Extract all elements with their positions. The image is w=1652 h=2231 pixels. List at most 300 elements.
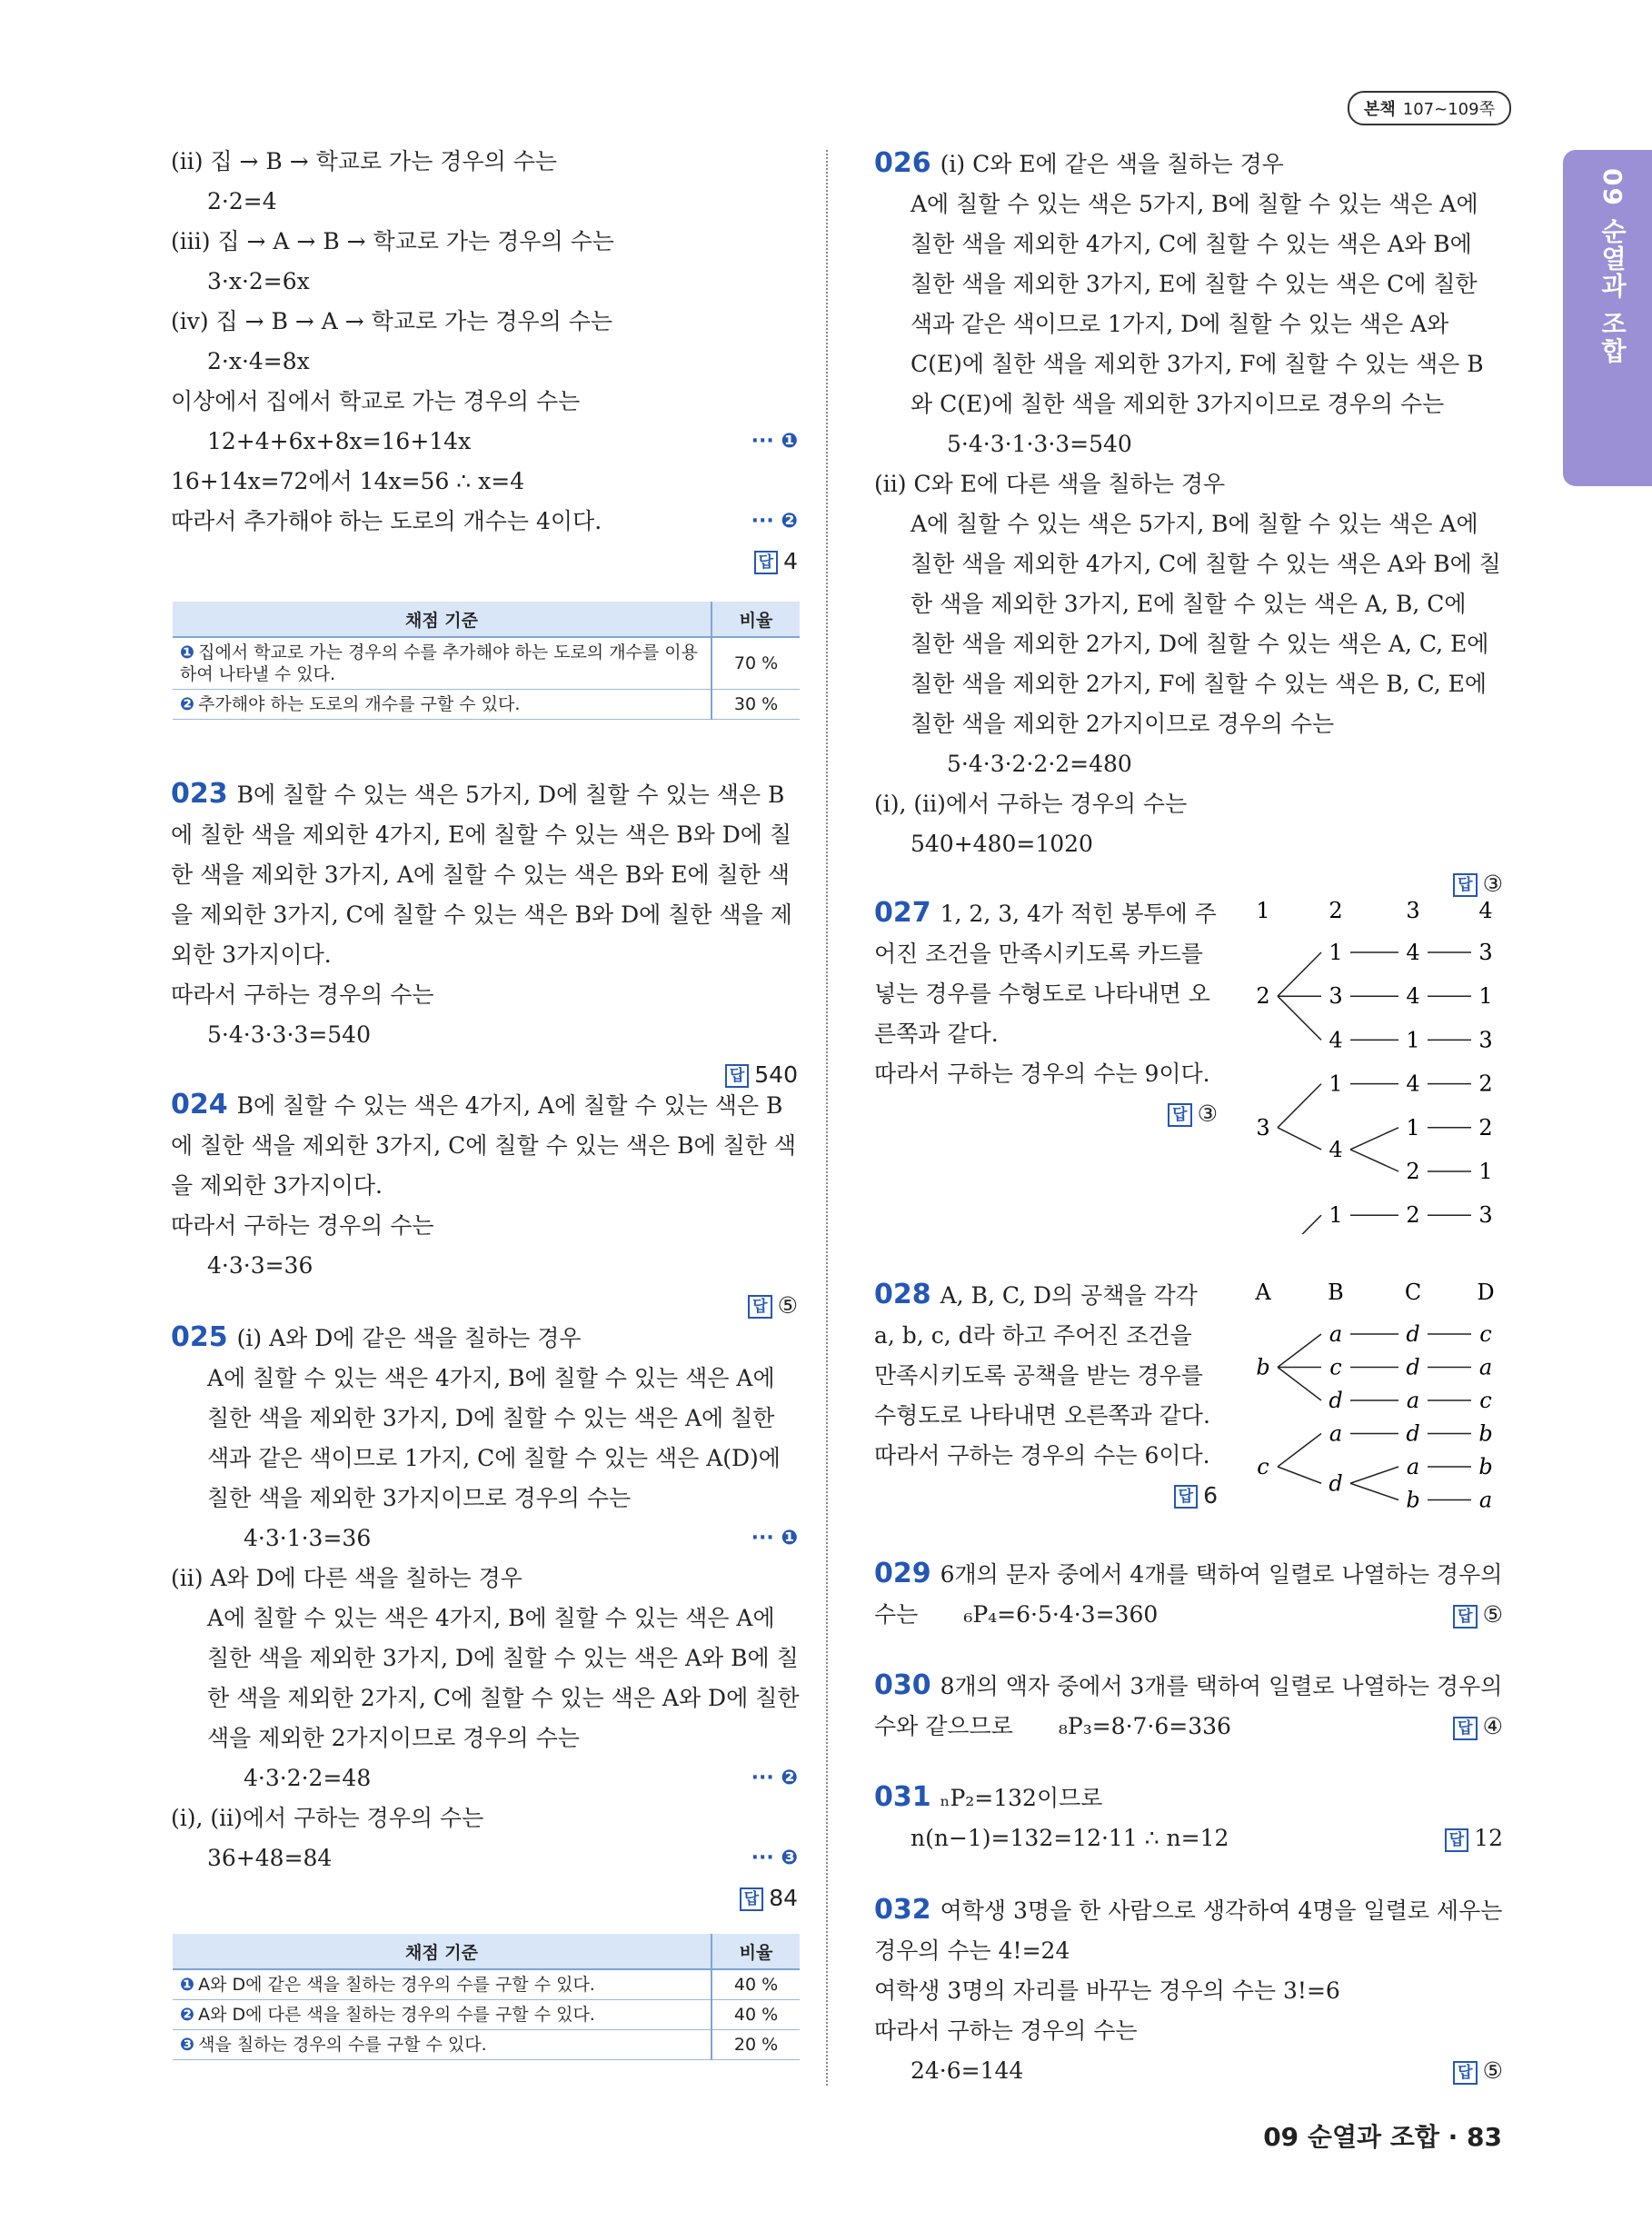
line-text: (ⅱ) 집 → B → 학교로 가는 경우의 수는 (171, 148, 557, 174)
problem-028 (874, 1275, 1218, 1516)
page-reference-tag (1348, 91, 1511, 125)
answer-value: 6 (1203, 1482, 1218, 1509)
problem-number: 027 (874, 897, 931, 929)
answer-value: ⑤ (777, 1292, 798, 1319)
line-text: 칠한 색을 제외한 2가지, F에 칠할 수 있는 색은 B, C, E에 (911, 671, 1488, 697)
text-line (171, 935, 798, 975)
text-line (874, 893, 1218, 934)
line-text: 따라서 구하는 경우의 수는 (171, 981, 434, 1008)
grading-table-1 (173, 602, 800, 720)
line-text: 와 C(E)에 칠한 색을 제외한 3가지이므로 경우의 수는 (911, 391, 1445, 417)
text-line (171, 1758, 798, 1798)
text-line (874, 744, 1503, 784)
text-line (874, 184, 1503, 224)
tree-node: 3 (1478, 1202, 1493, 1229)
tree-node: 1 (1478, 1159, 1493, 1184)
tree-node: b (1478, 1454, 1493, 1479)
ratio-cell: 40 % (712, 1969, 800, 2000)
text-line (874, 664, 1503, 704)
criteria-number: ❷ (180, 2005, 195, 2025)
line-text: ₙP₂=132이므로 (940, 1785, 1103, 1811)
text-line (171, 1599, 798, 1638)
tree-branch (1278, 996, 1321, 1040)
line-text: (ⅲ) 집 → A → B → 학교로 가는 경우의 수는 (171, 228, 614, 254)
line-text: 2·x·4=8x (207, 348, 310, 374)
text-line (171, 422, 798, 462)
tree-node: c (1479, 1388, 1492, 1413)
answer-mark-icon: 답 (1453, 873, 1477, 897)
tag-pages: 107~109쪽 (1402, 100, 1495, 119)
text-line (171, 815, 798, 855)
tree-head: A (1255, 1280, 1271, 1305)
line-text: 5·4·3·2·2·2=480 (947, 751, 1132, 777)
line-text: 따라서 구하는 경우의 수는 6이다. (874, 1442, 1210, 1469)
chapter-side-tab (1563, 150, 1652, 486)
tree-node: a (1406, 1388, 1420, 1413)
answer-line (874, 1476, 1218, 1516)
ratio-cell: 70 % (712, 637, 800, 690)
line-text: 색을 제외한 2가지이므로 경우의 수는 (207, 1725, 580, 1751)
line-text: 칠한 색을 제외한 3가지, D에 칠할 수 있는 색은 A와 B에 칠 (207, 1645, 799, 1671)
line-text: 36+48=84 (207, 1845, 333, 1871)
criteria-number: ❷ (180, 694, 195, 714)
tree-branch (1350, 1483, 1398, 1499)
criteria-number: ❶ (180, 1975, 195, 1995)
answer-inline (1453, 1707, 1503, 1747)
tree-branch (1278, 1368, 1321, 1401)
tree-node: 1 (1329, 1071, 1343, 1097)
calc-text: ₆P₄=6·5·4·3=360 (963, 1601, 1159, 1628)
line-text: 3·x·2=6x (207, 268, 310, 294)
text-line (171, 1479, 798, 1519)
tree-node: 4 (1406, 1071, 1420, 1097)
tree-node: d (1406, 1420, 1420, 1447)
text-line (874, 1971, 1503, 2011)
tree-branch (1278, 952, 1321, 996)
line-text: 넣는 경우를 수형도로 나타내면 오 (874, 981, 1210, 1007)
text-line (171, 1678, 798, 1718)
text-line (874, 224, 1503, 264)
tree-branch (1278, 1334, 1321, 1368)
text-line (874, 1890, 1503, 1931)
line-text: 을 제외한 3가지, C에 칠할 수 있는 색은 B와 D에 칠한 색을 제 (171, 901, 792, 928)
answer-line (171, 1878, 798, 1918)
line-text: B에 칠할 수 있는 색은 4가지, A에 칠할 수 있는 색은 B (236, 1092, 783, 1119)
calc-line (874, 2051, 1503, 2091)
table-row (173, 690, 800, 720)
problem-number: 025 (171, 1321, 228, 1353)
answer-line (874, 1094, 1218, 1134)
answer-value: ⑤ (1482, 1601, 1503, 1628)
tree-branch (1350, 1128, 1398, 1150)
table-header-ratio: 비율 (712, 602, 800, 637)
tree-node: 4 (1406, 983, 1420, 1010)
problem-029 (874, 1554, 1503, 1635)
page-footer: 09 순열과 조합 · 83 (1263, 2122, 1502, 2152)
answer-mark-icon: 답 (1174, 1485, 1198, 1509)
ratio-cell: 40 % (712, 2000, 800, 2030)
step-marker: ··· ❶ (751, 1527, 798, 1549)
table-header-ratio: 비율 (712, 1934, 800, 1969)
line-text: 4·3·2·2=48 (244, 1765, 372, 1791)
text-line (874, 2011, 1503, 2051)
answer-inline (1453, 1595, 1503, 1635)
text-line (171, 975, 798, 1015)
text-line (874, 1275, 1218, 1316)
text-line (171, 382, 798, 422)
problem-number: 032 (874, 1894, 931, 1926)
criteria-cell (173, 2000, 712, 2030)
answer-inline (1445, 1818, 1503, 1858)
tree-node: 3 (1329, 983, 1343, 1010)
calc-line: 5·4·3·3·3=540 (207, 1021, 371, 1048)
line-text: 칠한 색을 제외한 2가지이므로 경우의 수는 (911, 711, 1335, 737)
text-line (874, 1666, 1503, 1707)
line-text: 칠한 색을 제외한 3가지이므로 경우의 수는 (207, 1485, 632, 1511)
criteria-text: 집에서 학교로 가는 경우의 수를 추가해야 하는 도로의 개수를 이용하여 나타낼 수 있다. (180, 642, 699, 684)
tree-node: 2 (1256, 983, 1270, 1010)
line-text: 외한 3가지이다. (171, 941, 332, 968)
text-line (874, 1014, 1218, 1054)
tree-node: d (1329, 1470, 1343, 1497)
line-text: 른쪽과 같다. (874, 1021, 999, 1047)
problem-027 (874, 893, 1218, 1134)
grading-table-2 (173, 1934, 800, 2060)
tree-node: 1 (1478, 983, 1493, 1010)
step-marker: ··· ❷ (751, 1767, 798, 1789)
criteria-text: A와 D에 다른 색을 칠하는 경우의 수를 구할 수 있다. (198, 2005, 595, 2025)
text-line (874, 1356, 1218, 1396)
tree-head: 2 (1329, 898, 1343, 923)
answer-mark-icon: 답 (1453, 2061, 1477, 2085)
text-line (171, 1838, 798, 1878)
line-text: 540+480=1020 (911, 831, 1093, 857)
line-text: 칠한 색을 제외한 3가지, E에 칠할 수 있는 색은 C에 칠한 (911, 271, 1478, 297)
text-line (874, 1436, 1218, 1476)
problem-number: 023 (171, 778, 228, 810)
tree-node: 2 (1406, 1159, 1420, 1184)
line-text: A에 칠할 수 있는 색은 4가지, B에 칠할 수 있는 색은 A에 (207, 1605, 775, 1631)
criteria-cell (173, 2030, 712, 2060)
tree-node: 1 (1406, 1027, 1420, 1053)
text-line (171, 1399, 798, 1439)
tree-head: 1 (1256, 898, 1270, 923)
tree-head: C (1404, 1280, 1422, 1305)
answer-value: ④ (1482, 1713, 1503, 1739)
tree-node: 4 (1329, 1136, 1343, 1162)
tree-node: b (1406, 1487, 1420, 1513)
criteria-cell (173, 637, 712, 690)
text-line (171, 542, 798, 582)
text-line (874, 264, 1503, 304)
answer-mark-icon: 답 (740, 1887, 763, 1911)
answer-mark-icon: 답 (1445, 1828, 1468, 1852)
text-line (874, 624, 1503, 664)
problem-032 (874, 1890, 1503, 2091)
line-text: (ⅰ) A와 D에 같은 색을 칠하는 경우 (236, 1325, 582, 1351)
calc-line (874, 1707, 1503, 1747)
tree-node: 1 (1329, 1202, 1343, 1229)
text-line (874, 344, 1503, 384)
line-text: 여학생 3명의 자리를 바꾸는 경우의 수는 3!=6 (874, 1977, 1340, 2004)
step-marker: ··· ❷ (751, 510, 798, 533)
step-marker: ··· ❶ (751, 430, 798, 453)
ratio-cell: 20 % (712, 2030, 800, 2060)
text-line (171, 1166, 798, 1206)
text-line (171, 1559, 798, 1599)
problem-number: 026 (874, 147, 931, 179)
line-text: A, B, C, D의 공책을 각각 (940, 1282, 1198, 1309)
line-text: 2·2=4 (207, 188, 277, 214)
line-text: 한 색을 제외한 3가지, A에 칠할 수 있는 색은 B와 E에 칠한 색 (171, 862, 791, 888)
line-text: (ⅰ) C와 E에 같은 색을 칠하는 경우 (940, 151, 1284, 177)
line-text: 5·4·3·1·3·3=540 (947, 431, 1132, 457)
calc-text: 24·6=144 (911, 2057, 1024, 2084)
tree-node: 3 (1256, 1114, 1270, 1140)
text-line (171, 895, 798, 935)
answer-mark-icon: 답 (725, 1064, 749, 1088)
table-row (173, 637, 800, 690)
ratio-cell: 30 % (712, 690, 800, 720)
text-line (171, 502, 798, 542)
problem-023 (171, 774, 798, 1095)
tree-node: 3 (1478, 1027, 1493, 1053)
tree-branch (1278, 1215, 1321, 1234)
table-row (173, 2030, 800, 2060)
line-text: 색과 같은 색이므로 1가지, C에 칠할 수 있는 색은 A(D)에 (207, 1445, 781, 1471)
text-line (171, 1798, 798, 1838)
answer-mark-icon: 답 (1453, 1717, 1477, 1740)
tree-node: a (1406, 1454, 1420, 1479)
text-line (171, 182, 798, 222)
problem-number: 028 (874, 1279, 931, 1310)
tree-node: 2 (1478, 1114, 1493, 1140)
tree-node: d (1329, 1388, 1343, 1413)
criteria-cell (173, 690, 712, 720)
line-text: 한 색을 제외한 2가지, C에 칠할 수 있는 색은 A와 D에 칠한 (207, 1685, 800, 1711)
line-text: 1, 2, 3, 4가 적힌 봉투에 주 (940, 901, 1217, 927)
line-text: A에 칠할 수 있는 색은 5가지, B에 칠할 수 있는 색은 A에 (911, 511, 1478, 537)
tree-node: 1 (1329, 940, 1343, 965)
line-text: (ⅰ), (ⅱ)에서 구하는 경우의 수는 (874, 791, 1188, 817)
line-text: 8개의 액자 중에서 3개를 택하여 일렬로 나열하는 경우의 (940, 1673, 1503, 1699)
text-line (171, 462, 798, 502)
calc-text: n(n−1)=132=12·11 ∴ n=12 (911, 1825, 1229, 1851)
line-text: 칠한 색을 제외한 4가지, C에 칠할 수 있는 색은 A와 B에 (911, 231, 1472, 257)
line-text: 을 제외한 3가지이다. (171, 1172, 383, 1199)
text-line (874, 304, 1503, 344)
text-line (171, 222, 798, 262)
tree-branch (1350, 1150, 1398, 1171)
criteria-number: ❸ (180, 2035, 195, 2055)
line-text: 칠한 색을 제외한 3가지, D에 칠할 수 있는 색은 A에 칠한 (207, 1405, 775, 1431)
answer-value: ③ (1197, 1101, 1218, 1127)
tree-branch (1278, 1434, 1321, 1468)
text-line (171, 1718, 798, 1758)
line-text: 이상에서 집에서 학교로 가는 경우의 수는 (171, 388, 581, 414)
criteria-text: A와 D에 같은 색을 칠하는 경우의 수를 구할 수 있다. (198, 1975, 595, 1995)
text-line (874, 384, 1503, 424)
line-text: 칠한 색을 제외한 4가지, C에 칠할 수 있는 색은 A와 B에 칠 (911, 551, 1501, 577)
line-text: (ⅱ) A와 D에 다른 색을 칠하는 경우 (171, 1565, 522, 1591)
text-line (874, 1778, 1503, 1818)
tree-node: a (1329, 1420, 1343, 1447)
text-line (171, 1206, 798, 1246)
tree-node: 1 (1406, 1114, 1420, 1140)
text-line (171, 142, 798, 182)
tree-node: d (1406, 1321, 1420, 1347)
tree-head: 3 (1406, 898, 1420, 923)
text-line (171, 1085, 798, 1126)
text-line (874, 704, 1503, 744)
line-text: 따라서 추가해야 하는 도로의 개수는 4이다. (171, 508, 602, 534)
line-text: A에 칠할 수 있는 색은 4가지, B에 칠할 수 있는 색은 A에 (207, 1365, 775, 1391)
tree-diagram-028 (1245, 1280, 1518, 1516)
line-text: 수는 (874, 1601, 919, 1628)
tree-node: 2 (1478, 1071, 1493, 1097)
answer-value: ⑤ (1482, 2057, 1503, 2084)
text-line (874, 424, 1503, 464)
answer-mark-icon: 답 (1168, 1103, 1191, 1127)
text-line (874, 144, 1503, 184)
tree-node: 4 (1406, 940, 1420, 965)
tree-node: a (1478, 1487, 1493, 1513)
text-line (874, 824, 1503, 864)
line-text: 어진 조건을 만족시키도록 카드를 (874, 941, 1203, 967)
tree-node: c (1329, 1354, 1342, 1380)
answer-inline (1453, 2051, 1503, 2091)
text-line (171, 302, 798, 342)
tree-branch (1278, 1128, 1321, 1150)
line-text: (ⅱ) C와 E에 다른 색을 칠하는 경우 (874, 471, 1226, 497)
problem-030 (874, 1666, 1503, 1747)
tree-node: b (1478, 1420, 1493, 1447)
tree-node: c (1479, 1321, 1492, 1347)
text-line (171, 855, 798, 895)
text-line (171, 1638, 798, 1678)
answer-mark-icon: 답 (754, 551, 778, 574)
line-text: 수형도로 나타내면 오른쪽과 같다. (874, 1402, 1210, 1429)
line-text: a, b, c, d라 하고 주어진 조건을 (874, 1322, 1192, 1349)
column-divider (826, 150, 828, 2086)
line-text: 여학생 3명을 한 사람으로 생각하여 4명을 일렬로 세우는 (940, 1897, 1503, 1924)
tree-node: a (1478, 1354, 1493, 1380)
line-text: 경우의 수는 4!=24 (874, 1937, 1070, 1964)
line-text: B에 칠할 수 있는 색은 5가지, D에 칠할 수 있는 색은 B (236, 782, 785, 808)
left-column (171, 142, 798, 582)
answer-mark-icon: 답 (1453, 1605, 1477, 1628)
line-text: 색과 같은 색이므로 1가지, D에 칠할 수 있는 색은 A와 (911, 311, 1449, 337)
answer-value: 12 (1474, 1825, 1503, 1851)
calc-line (874, 1595, 1503, 1635)
tree-node: d (1406, 1354, 1420, 1380)
line-text: 따라서 구하는 경우의 수는 (874, 2017, 1138, 2044)
tree-head: B (1328, 1280, 1344, 1305)
problem-number: 029 (874, 1558, 931, 1589)
problem-number: 030 (874, 1669, 931, 1701)
problem-number: 024 (171, 1089, 228, 1120)
problem-number: 031 (874, 1781, 931, 1813)
tree-branch (1350, 1467, 1398, 1483)
tag-bold: 본책 (1364, 100, 1396, 119)
line-text: 6개의 문자 중에서 4개를 택하여 일렬로 나열하는 경우의 (940, 1561, 1503, 1588)
answer-mark-icon: 답 (748, 1295, 771, 1319)
criteria-text: 색을 칠하는 경우의 수를 구할 수 있다. (198, 2035, 487, 2055)
text-line (171, 342, 798, 382)
text-line (171, 1318, 798, 1359)
line-text: 에 칠한 색을 제외한 3가지, C에 칠할 수 있는 색은 B에 칠한 색 (171, 1132, 797, 1159)
criteria-cell (173, 1969, 712, 2000)
tree-node: c (1257, 1454, 1269, 1479)
step-marker: ··· ❸ (751, 1847, 798, 1869)
calc-line (874, 1818, 1503, 1858)
answer-value: 4 (783, 548, 798, 574)
text-line (874, 1054, 1218, 1094)
line-text: 칠한 색을 제외한 2가지, D에 칠할 수 있는 색은 A, C, E에 (911, 631, 1489, 657)
text-line (171, 1519, 798, 1559)
calc-line: 4·3·3=36 (207, 1252, 313, 1279)
line-text: (ⅰ), (ⅱ)에서 구하는 경우의 수는 (171, 1805, 484, 1831)
text-line (874, 1931, 1503, 1971)
tree-branch (1278, 1084, 1321, 1128)
text-line (171, 262, 798, 302)
text-line (171, 1126, 798, 1166)
answer-value: 540 (754, 1061, 798, 1088)
criteria-number: ❶ (180, 642, 195, 662)
table-row (173, 1969, 800, 2000)
line-text: 에 칠한 색을 제외한 4가지, E에 칠할 수 있는 색은 B와 D에 칠 (171, 822, 792, 848)
tree-diagram-027 (1245, 898, 1518, 1234)
line-text: 16+14x=72에서 14x=56 ∴ x=4 (171, 468, 525, 494)
tree-branch (1278, 1467, 1321, 1483)
tree-node: 4 (1329, 1027, 1343, 1053)
text-line (874, 1316, 1218, 1356)
line-text: 만족시키도록 공책을 받는 경우를 (874, 1362, 1203, 1389)
text-line (874, 544, 1503, 584)
table-header-criteria: 채점 기준 (173, 602, 712, 637)
text-line (874, 504, 1503, 544)
tree-node: 2 (1406, 1202, 1420, 1229)
text-line (874, 584, 1503, 624)
tree-head: 4 (1478, 898, 1493, 923)
line-text: A에 칠할 수 있는 색은 5가지, B에 칠할 수 있는 색은 A에 (911, 191, 1478, 217)
line-text: 따라서 구하는 경우의 수는 (171, 1212, 434, 1239)
text-line (171, 1439, 798, 1479)
table-header-criteria: 채점 기준 (173, 1934, 712, 1969)
text-line (874, 974, 1218, 1014)
line-text: C(E)에 칠한 색을 제외한 3가지, F에 칠할 수 있는 색은 B (911, 351, 1484, 377)
text-line (874, 1554, 1503, 1595)
answer-value: 84 (769, 1885, 798, 1911)
answer-value: ③ (1482, 871, 1503, 897)
line-text: 12+4+6x+8x=16+14x (207, 428, 472, 454)
table-row (173, 2000, 800, 2030)
problem-031 (874, 1778, 1503, 1858)
tree-node: b (1256, 1354, 1270, 1380)
chapter-side-label: 09 순열과 조합 (1597, 168, 1627, 365)
text-line (874, 934, 1218, 974)
calc-text: ₈P₃=8·7·6=336 (1058, 1713, 1231, 1739)
line-text: (ⅳ) 집 → B → A → 학교로 가는 경우의 수는 (171, 308, 613, 334)
line-text: 따라서 구하는 경우의 수는 9이다. (874, 1061, 1210, 1087)
text-line (171, 774, 798, 815)
line-text: 4·3·1·3=36 (244, 1525, 372, 1551)
text-line (874, 1396, 1218, 1436)
problem-026 (874, 144, 1503, 904)
line-text: 한 색을 제외한 3가지, E에 칠할 수 있는 색은 A, B, C에 (911, 591, 1467, 617)
tree-node: 3 (1478, 940, 1493, 965)
problem-025 (171, 1318, 798, 1918)
